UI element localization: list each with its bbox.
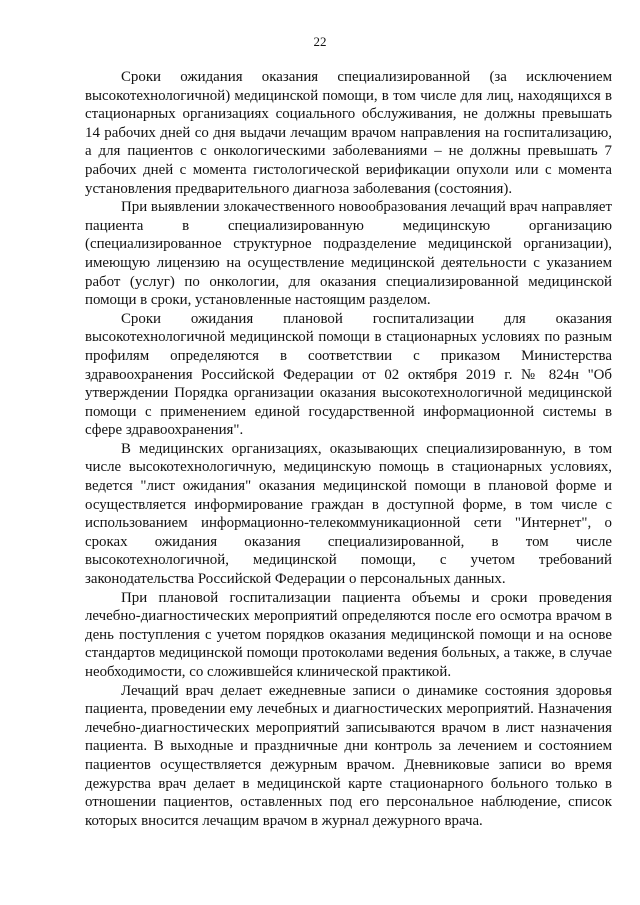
paragraph-waiting-times: Сроки ожидания оказания специализированной (за исключением высокотехнологичной) медицинской помощи, в том числе для лиц, находящихся в стационарных организациях социального обслуживания, не должны превышать 14 рабочих дней со дня выдачи лечащим врачом направления на госпитализацию, а для пациентов с онкологическими заболеваниями – не должны превышать 7 рабочих дней с момента гистологической верификации опухоли или с момента установления предварительного диагноза заболевания (состояния). <box>85 69 612 197</box>
document-body <box>85 68 612 830</box>
page-number: 22 <box>313 34 327 49</box>
paragraph-oncology-referral: При выявлении злокачественного новообразования лечащий врач направляет пациента в специализированную медицинскую организацию (специализированное структурное подразделение медицинской организации), имеющую лицензию на осуществление медицинской деятельности с указанием работ (услуг) по онкологии, для оказания специализированной медицинской помощи в сроки, установленные настоящим разделом. <box>85 199 612 309</box>
paragraph-planned-hospitalization: При плановой госпитализации пациента объемы и сроки проведения лечебно-диагностических мероприятий определяются после его осмотра врачом в день поступления с учетом порядков оказания медицинской помощи и на основе стандартов медицинской помощи протоколами ведения больных, а также, в случае необходимости, со сложившейся клинической практикой. <box>85 589 612 680</box>
paragraph-waiting-list: В медицинских организациях, оказывающих специализированную, в том числе высокотехнологичную, медицинскую помощь в стационарных условиях, ведется "лист ожидания" оказания медицинской помощи в плановой форме и осуществляется информирование граждан в доступной форме, в том числе с использованием информационно-телекоммуникационной сети "Интернет", о сроках ожидания оказания специализированной, в том числе высокотехнологичной, медицинской помощи, с учетом требований законодательства Российской Федерации о персональных данных. <box>85 440 612 588</box>
paragraph-daily-records: Лечащий врач делает ежедневные записи о динамике состояния здоровья пациента, проведении ему лечебных и диагностических мероприятий. Назначения лечебно-диагностических мероприятий записываются врачом в лист назначения пациента. В выходные и праздничные дни контроль за лечением и состоянием пациентов осуществляется дежурным врачом. Дневниковые записи во время дежурства врач делает в медицинской карте стационарного больного только в отношении пациентов, оставленных под его персональное наблюдение, список которых вносится лечащим врачом в журнал дежурного врача. <box>85 682 612 829</box>
paragraph-high-tech-hospitalization: Сроки ожидания плановой госпитализации для оказания высокотехнологичной медицинской помощи в стационарных условиях по разным профилям определяются в соответствии с приказом Министерства здравоохранения Российской Федерации от 02 октября 2019 г. № 824н "Об утверждении Порядка организации оказания высокотехнологичной медицинской помощи с применением единой государственной информационной системы в сфере здравоохранения". <box>85 310 612 439</box>
